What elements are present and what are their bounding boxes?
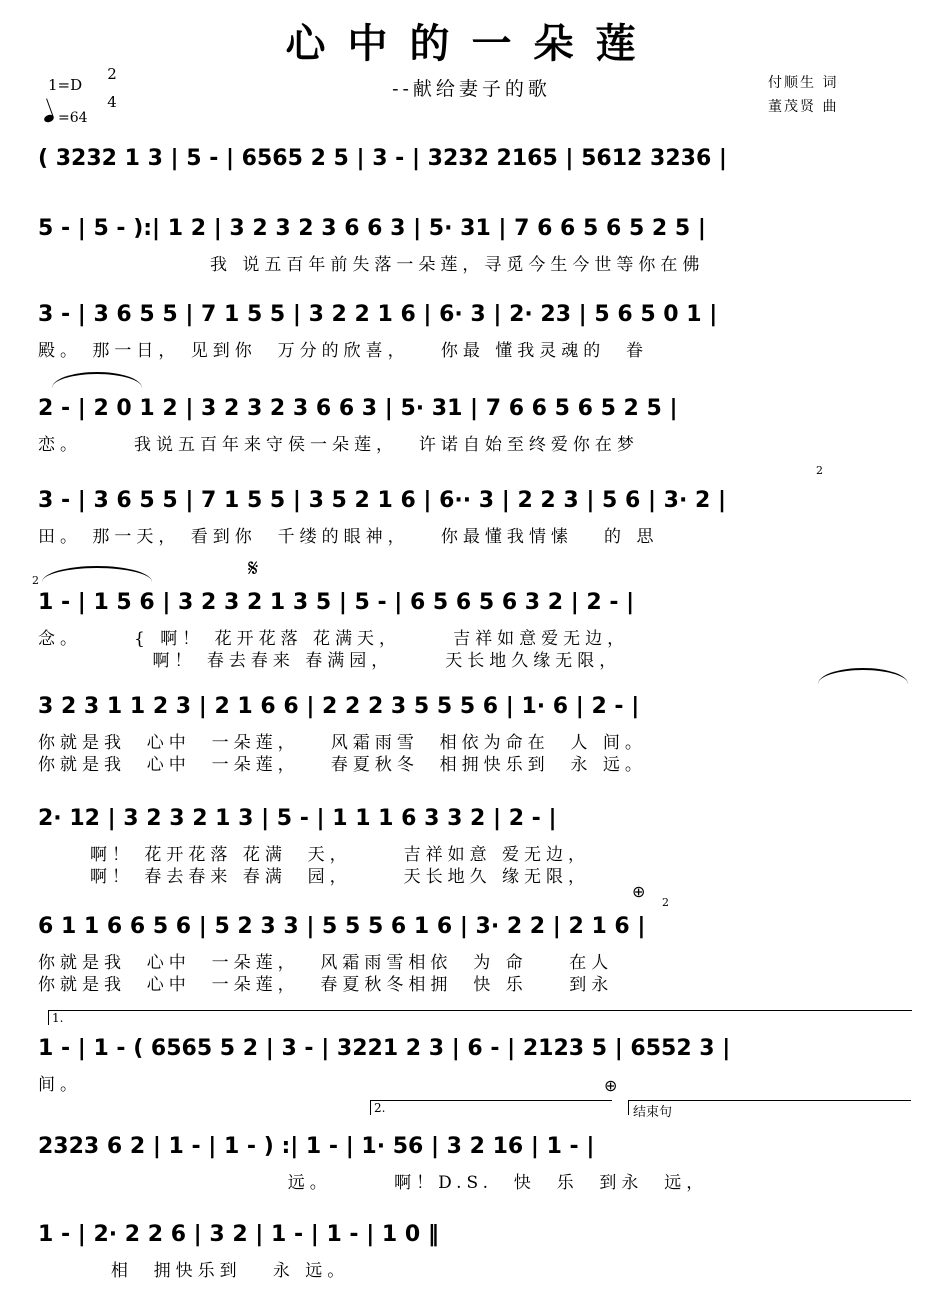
notation-line: 3 - | 3 6 5 5 | 7 1 5 5 | 3 5 2 1 6 | 6·· 3 | 2 2 3 | 5 6 | 3· 2 | [38, 487, 726, 513]
notation-line: 3 - | 3 6 5 5 | 7 1 5 5 | 3 2 2 1 6 | 6· 3 | 2· 23 | 5 6 5 0 1 | [38, 301, 718, 327]
first-ending-bracket: 1. [48, 1010, 912, 1025]
grace-note: 2 [662, 896, 669, 909]
notation-line: 1 - | 2· 2 2 6 | 3 2 | 1 - | 1 - | 1 0 ‖ [38, 1221, 439, 1247]
second-ending-bracket: 2. [370, 1100, 612, 1115]
composer-credit: 董茂贤 曲 [768, 99, 839, 115]
lyric-line: 远。 啊！D.S. 快 乐 到永 远， [38, 1173, 709, 1193]
lyric-line: 相 拥快乐到 永 远。 [38, 1261, 350, 1281]
key-signature: 1=D [48, 76, 83, 94]
song-subtitle: --献给妻子的歌 [392, 78, 551, 100]
meter-bottom: 4 [107, 93, 117, 111]
notation-line: 2· 12 | 3 2 3 2 1 3 | 5 - | 1 1 1 6 3 3 2 | 2 - | [38, 805, 557, 831]
lyric-line: 我 说五百年前失落一朵莲，寻觅今生今世等你在佛 [210, 255, 705, 275]
grace-note: 2 [816, 464, 823, 477]
coda-sign: ⊕ [604, 1076, 618, 1095]
tempo-marking [44, 110, 88, 126]
lyric-line: 间。 [38, 1075, 82, 1095]
lyric-line-verse-2: 你就是我 心中 一朵莲， 春夏秋冬相拥 快 乐 到永 [38, 975, 614, 995]
grace-note: 2 [32, 574, 39, 587]
tempo-value: =64 [58, 110, 88, 126]
lyric-line-verse-1: 你就是我 心中 一朵莲， 风霜雨雪相依 为 命 在人 [38, 953, 614, 973]
time-signature [104, 60, 120, 116]
song-title: 心中的一朵莲 [285, 20, 658, 67]
lyric-line: 殿。 那一日， 见到你 万分的欣喜， 你最 懂我灵魂的 眷 [38, 341, 649, 361]
coda-sign: ⊕ [632, 882, 646, 901]
meter-top: 2 [107, 65, 117, 83]
lyric-line-verse-1: 你就是我 心中 一朵莲， 风霜雨雪 相依为命在 人 间。 [38, 733, 647, 753]
notation-line: 1 - | 1 - ( 6565 5 2 | 3 - | 3221 2 3 | 6 - | 2123 5 | 6552 3 | [38, 1035, 731, 1061]
notation-line: 6 1 1 6 6 5 6 | 5 2 3 3 | 5 5 5 6 1 6 | 3· 2 2 | 2 1 6 | [38, 913, 646, 939]
lyric-line-verse-2: 你就是我 心中 一朵莲， 春夏秋冬 相拥快乐到 永 远。 [38, 755, 647, 775]
notation-line: ( 3232 1 3 | 5 - | 6565 2 5 | 3 - | 3232 2165 | 5612 3236 | [38, 145, 727, 171]
lyric-line: 田。 那一天， 看到你 千缕的眼神， 你最懂我情愫 的 思 [38, 527, 659, 547]
segno-sign: 𝄋 [248, 554, 259, 582]
notation-line: 2323 6 2 | 1 - | 1 - ) :| 1 - | 1· 56 | 3 2 16 | 1 - | [38, 1133, 595, 1159]
ending-phrase-bracket: 结束句 [628, 1100, 911, 1115]
lyric-line-verse-2: 啊！ 春去春来 春满 园， 天长地久 缘无限， [38, 867, 591, 887]
notation-line: 1 - | 1 5 6 | 3 2 3 2 1 3 5 | 5 - | 6 5 6 5 6 3 2 | 2 - | [38, 589, 635, 615]
lyric-line: 恋。 我说五百年来守侯一朵莲， 许诺自始至终爱你在梦 [38, 435, 639, 455]
notation-line: 5 - | 5 - ):| 1 2 | 3 2 3 2 3 6 6 3 | 5· 31 | 7 6 6 5 6 5 2 5 | [38, 215, 706, 241]
lyric-line-verse-1: 念。 { 啊！ 花开花落 花满天， 吉祥如意爱无边， [38, 629, 630, 649]
notation-line: 2 - | 2 0 1 2 | 3 2 3 2 3 6 6 3 | 5· 31 | 7 6 6 5 6 5 2 5 | [38, 395, 678, 421]
quarter-note-icon [43, 114, 55, 124]
lyric-line-verse-2: 啊！ 春去春来 春满园， 天长地久缘无限， [38, 651, 622, 671]
lyricist-credit: 付顺生 词 [768, 75, 839, 91]
lyric-line-verse-1: 啊！ 花开花落 花满 天， 吉祥如意 爱无边， [38, 845, 591, 865]
notation-line: 3 2 3 1 1 2 3 | 2 1 6 6 | 2 2 2 3 5 5 5 6 | 1· 6 | 2 - | [38, 693, 640, 719]
